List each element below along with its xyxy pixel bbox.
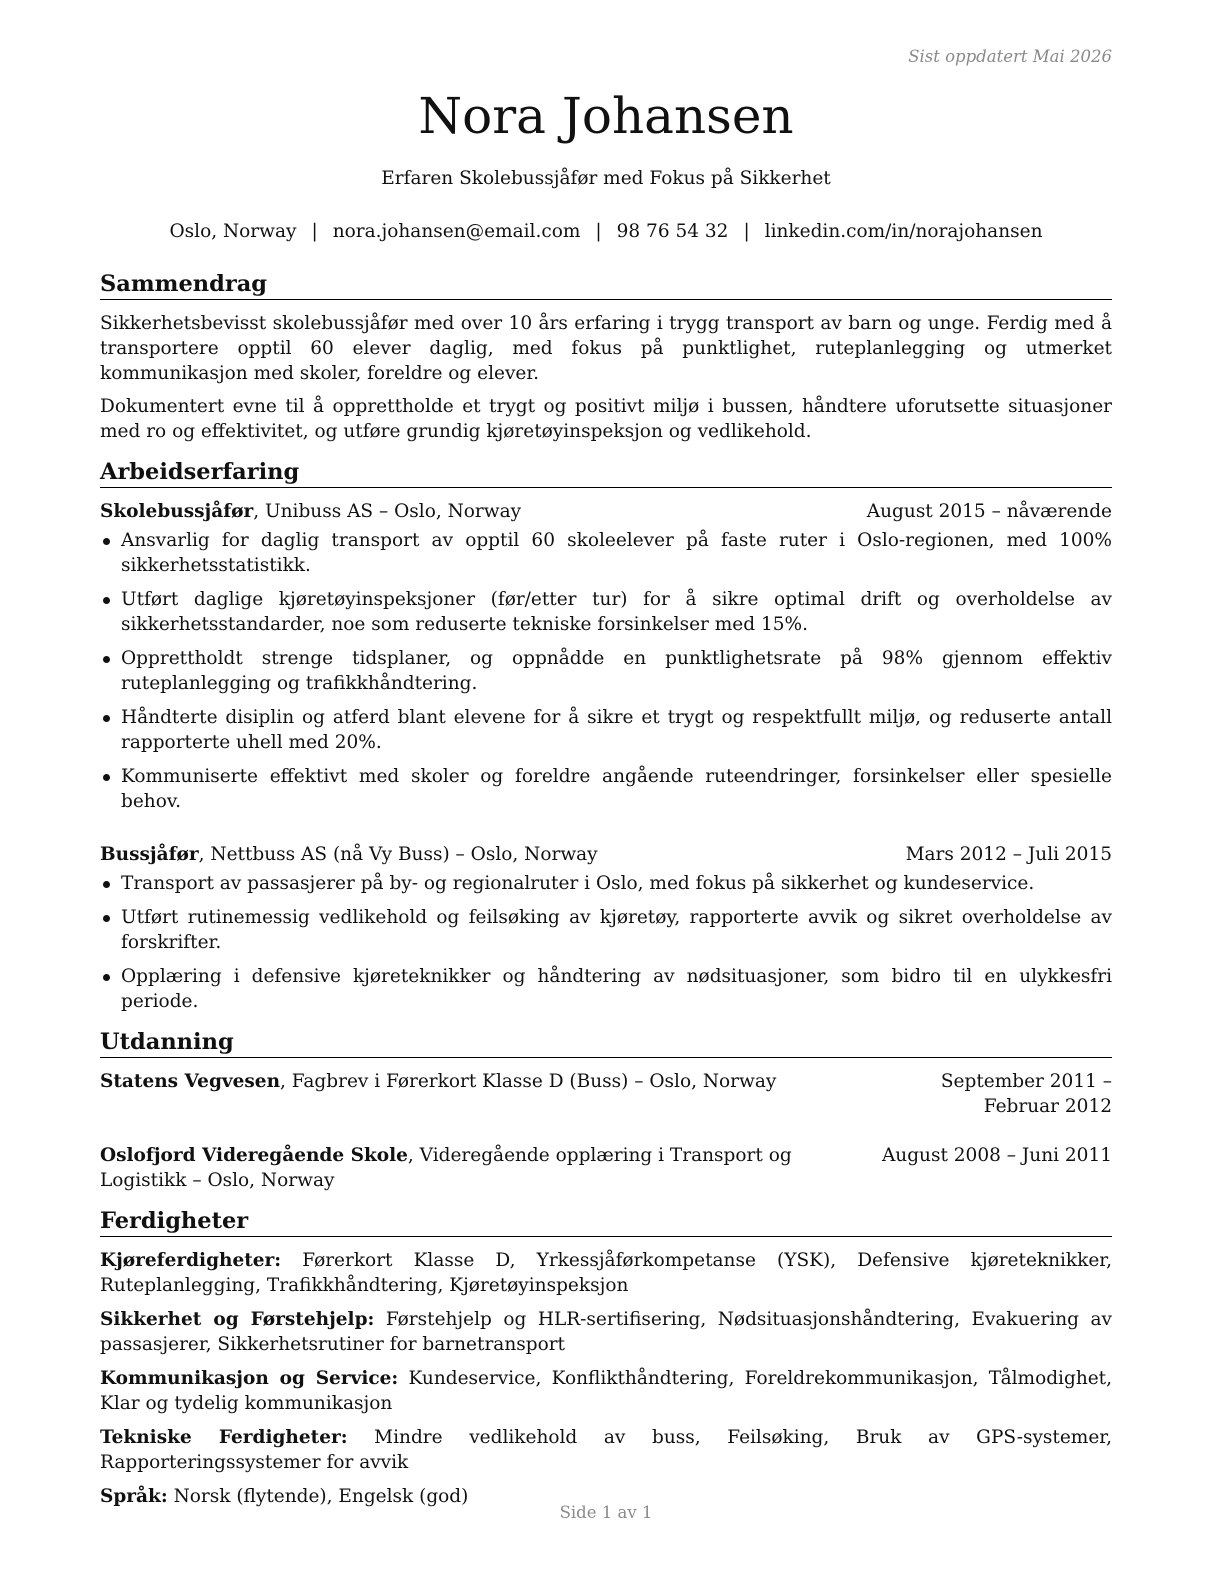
education-dates: September 2011 – Februar 2012 (940, 1071, 1112, 1117)
resume-page (100, 0, 1112, 1584)
education-school: Oslofjord Videregående Skole (100, 1145, 408, 1166)
skill-text: Mindre vedlikehold av buss, Feilsøking, Bruk av GPS-systemer, Rapporteringssystemer for avvik (100, 1427, 1112, 1473)
section-title: Arbeidserfaring (100, 458, 1112, 488)
skill-label: Kjøreferdigheter: (100, 1250, 282, 1271)
list-item: Ansvarlig for daglig transport av opptil 60 skoleelever på faste ruter i Oslo-regionen, med 100% sikkerhetsstatistikk. (100, 528, 1112, 578)
skill-label: Språk: (100, 1486, 168, 1507)
contact-separator: | (595, 221, 602, 242)
skill-row (100, 1366, 1112, 1416)
list-item: Opprettholdt strenge tidsplaner, og oppnådde en punktlighetsrate på 98% gjennom effektiv ruteplanlegging og trafikkhåndtering. (100, 646, 1112, 696)
contact-location: Oslo, Norway (169, 221, 297, 242)
contact-line (100, 219, 1112, 244)
last-updated: Sist oppdatert Mai 2026 (908, 47, 1112, 66)
contact-email[interactable]: nora.johansen@email.com (332, 221, 581, 242)
contact-separator: | (743, 221, 750, 242)
job-bullets (100, 871, 1112, 1014)
job-entry (100, 499, 1112, 814)
summary-paragraph: Dokumentert evne til å opprettholde et trygt og positivt miljø i bussen, håndtere uforutsette situasjoner med ro og effektivitet, og utføre grundig kjøretøyinspeksjon og vedlikehold. (100, 396, 1112, 442)
contact-separator: | (311, 221, 318, 242)
skill-label: Sikkerhet og Førstehjelp: (100, 1309, 375, 1330)
education-detail: , Videregående opplæring i Transport og Logistikk – Oslo, Norway (100, 1145, 792, 1191)
skill-row (100, 1248, 1112, 1298)
skill-text: Førerkort Klasse D, Yrkessjåførkompetanse (YSK), Defensive kjøreteknikker, Ruteplanlegging, Trafikkhåndtering, Kjøretøyinspeksjon (100, 1250, 1112, 1296)
education-entry (100, 1069, 1112, 1119)
education-detail: , Fagbrev i Førerkort Klasse D (Buss) – Oslo, Norway (280, 1071, 777, 1092)
job-dates: Mars 2012 – Juli 2015 (905, 844, 1112, 865)
job-role: Skolebussjåfør (100, 501, 254, 522)
skills-section (100, 1207, 1112, 1509)
skill-text: Norsk (flytende), Engelsk (god) (167, 1486, 469, 1507)
skill-row (100, 1307, 1112, 1357)
experience-section (100, 458, 1112, 1014)
skill-text: Kundeservice, Konflikthåndtering, Foreldrekommunikasjon, Tålmodighet, Klar og tydelig kommunikasjon (100, 1368, 1112, 1414)
contact-linkedin[interactable]: linkedin.com/in/norajohansen (764, 221, 1043, 242)
skill-text: Førstehjelp og HLR-sertifisering, Nødsituasjonshåndtering, Evakuering av passasjerer, Sikkerhetsrutiner for barnetransport (100, 1309, 1112, 1355)
job-role: Bussjåfør (100, 844, 199, 865)
section-title: Sammendrag (100, 270, 1112, 300)
job-bullets (100, 528, 1112, 814)
contact-phone: 98 76 54 32 (616, 221, 729, 242)
job-org: , Nettbuss AS (nå Vy Buss) – Oslo, Norway (198, 844, 598, 865)
job-dates: August 2015 – nåværende (866, 501, 1112, 522)
education-dates: August 2008 – Juni 2011 (881, 1145, 1112, 1166)
list-item: Utført rutinemessig vedlikehold og feilsøking av kjøretøy, rapporterte avvik og sikret overholdelse av forskrifter. (100, 905, 1112, 955)
list-item: Håndterte disiplin og atferd blant elevene for å sikre et trygt og respektfullt miljø, og reduserte antall rapporterte uhell med 20%. (100, 705, 1112, 755)
skill-label: Kommunikasjon og Service: (100, 1368, 399, 1389)
list-item: Kommuniserte effektivt med skoler og foreldre angående ruteendringer, forsinkelser eller spesielle behov. (100, 764, 1112, 814)
education-section (100, 1028, 1112, 1193)
education-school: Statens Vegvesen (100, 1071, 281, 1092)
summary-section (100, 270, 1112, 444)
list-item: Utført daglige kjøretøyinspeksjoner (før/etter tur) for å sikre optimal drift og overholdelse av sikkerhetsstandarder, noe som reduserte tekniske forsinkelser med 15%. (100, 587, 1112, 637)
tagline: Erfaren Skolebussjåfør med Fokus på Sikkerhet (381, 168, 831, 189)
job-header (100, 842, 1112, 867)
section-title: Ferdigheter (100, 1207, 1112, 1237)
job-entry (100, 842, 1112, 1014)
section-title: Utdanning (100, 1028, 1112, 1058)
summary-paragraph: Sikkerhetsbevisst skolebussjåfør med over 10 års erfaring i trygg transport av barn og unge. Ferdig med å transportere opptil 60 elever daglig, med fokus på punktlighet, ruteplanlegging og utmerket kommunikasjon med skoler, foreldre og elever. (100, 313, 1112, 384)
job-org: , Unibuss AS – Oslo, Norway (253, 501, 522, 522)
job-header (100, 499, 1112, 524)
resume-content (100, 270, 1112, 1523)
skill-row (100, 1425, 1112, 1475)
list-item: Opplæring i defensive kjøreteknikker og håndtering av nødsituasjoner, som bidro til en ulykkesfri periode. (100, 964, 1112, 1014)
skill-label: Tekniske Ferdigheter: (100, 1427, 348, 1448)
page-number: Side 1 av 1 (559, 1503, 653, 1522)
list-item: Transport av passasjerer på by- og regionalruter i Oslo, med fokus på sikkerhet og kundeservice. (100, 871, 1112, 896)
candidate-name: Nora Johansen (418, 87, 794, 145)
education-entry (100, 1143, 1112, 1193)
